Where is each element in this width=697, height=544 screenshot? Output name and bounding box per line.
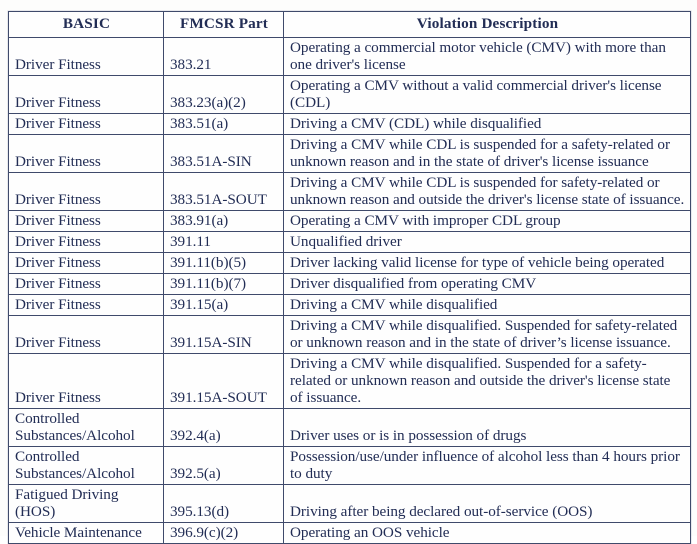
cell-basic: Driver Fitness (9, 232, 164, 253)
cell-basic: Driver Fitness (9, 135, 164, 173)
table-row (9, 274, 691, 295)
cell-fmcsr-part: 383.23(a)(2) (164, 76, 284, 114)
cell-fmcsr-part: 383.51(a) (164, 114, 284, 135)
table-row (9, 485, 691, 523)
cell-fmcsr-part: 391.11(b)(5) (164, 253, 284, 274)
table-header-row (9, 12, 691, 38)
table-row (9, 114, 691, 135)
table-row (9, 76, 691, 114)
cell-basic: Driver Fitness (9, 316, 164, 354)
violations-table (8, 11, 691, 544)
table-row (9, 523, 691, 544)
cell-violation-description: Operating an OOS vehicle (284, 523, 691, 544)
cell-basic: Vehicle Maintenance (9, 523, 164, 544)
cell-fmcsr-part: 383.51A-SOUT (164, 173, 284, 211)
cell-violation-description: Possession/use/under influence of alcohol less than 4 hours prior to duty (284, 447, 691, 485)
cell-violation-description: Driving a CMV while disqualified (284, 295, 691, 316)
table-header (9, 12, 691, 38)
cell-basic: Fatigued Driving (HOS) (9, 485, 164, 523)
cell-violation-description: Driving a CMV while CDL is suspended for safety-related or unknown reason and outside the driver's license state of issuance. (284, 173, 691, 211)
cell-violation-description: Unqualified driver (284, 232, 691, 253)
table-row (9, 409, 691, 447)
cell-fmcsr-part: 383.91(a) (164, 211, 284, 232)
cell-basic: Driver Fitness (9, 295, 164, 316)
cell-basic: Driver Fitness (9, 173, 164, 211)
cell-violation-description: Driving a CMV (CDL) while disqualified (284, 114, 691, 135)
cell-violation-description: Operating a commercial motor vehicle (CMV) with more than one driver's license (284, 38, 691, 76)
cell-basic: Driver Fitness (9, 354, 164, 409)
cell-fmcsr-part: 395.13(d) (164, 485, 284, 523)
cell-fmcsr-part: 383.51A-SIN (164, 135, 284, 173)
cell-violation-description: Operating a CMV with improper CDL group (284, 211, 691, 232)
cell-violation-description: Driver uses or is in possession of drugs (284, 409, 691, 447)
cell-violation-description: Driver lacking valid license for type of vehicle being operated (284, 253, 691, 274)
cell-fmcsr-part: 391.15(a) (164, 295, 284, 316)
table-row (9, 447, 691, 485)
table-row (9, 173, 691, 211)
table-row (9, 135, 691, 173)
column-header-fmcsr-part: FMCSR Part (164, 12, 284, 38)
cell-violation-description: Driving a CMV while disqualified. Suspended for safety-related or unknown reason and in the state of driver’s license issuance. (284, 316, 691, 354)
cell-basic: Driver Fitness (9, 211, 164, 232)
table-row (9, 232, 691, 253)
cell-fmcsr-part: 392.5(a) (164, 447, 284, 485)
table-row (9, 211, 691, 232)
cell-violation-description: Driving after being declared out-of-service (OOS) (284, 485, 691, 523)
table-row (9, 38, 691, 76)
column-header-basic: BASIC (9, 12, 164, 38)
cell-violation-description: Operating a CMV without a valid commercial driver's license (CDL) (284, 76, 691, 114)
table-row (9, 253, 691, 274)
column-header-violation-description: Violation Description (284, 12, 691, 38)
table-row (9, 316, 691, 354)
cell-basic: Controlled Substances/Alcohol (9, 409, 164, 447)
cell-fmcsr-part: 383.21 (164, 38, 284, 76)
table-body (9, 38, 691, 544)
table-row (9, 354, 691, 409)
cell-basic: Driver Fitness (9, 253, 164, 274)
table-row (9, 295, 691, 316)
cell-basic: Driver Fitness (9, 274, 164, 295)
cell-basic: Driver Fitness (9, 76, 164, 114)
cell-basic: Driver Fitness (9, 38, 164, 76)
cell-fmcsr-part: 392.4(a) (164, 409, 284, 447)
cell-fmcsr-part: 391.15A-SOUT (164, 354, 284, 409)
cell-basic: Driver Fitness (9, 114, 164, 135)
cell-violation-description: Driving a CMV while CDL is suspended for a safety-related or unknown reason and in the state of driver's license issuance (284, 135, 691, 173)
cell-violation-description: Driving a CMV while disqualified. Suspended for a safety-related or unknown reason and outside the driver's license state of issuance. (284, 354, 691, 409)
cell-basic: Controlled Substances/Alcohol (9, 447, 164, 485)
cell-fmcsr-part: 391.11(b)(7) (164, 274, 284, 295)
cell-fmcsr-part: 396.9(c)(2) (164, 523, 284, 544)
cell-fmcsr-part: 391.15A-SIN (164, 316, 284, 354)
cell-violation-description: Driver disqualified from operating CMV (284, 274, 691, 295)
cell-fmcsr-part: 391.11 (164, 232, 284, 253)
